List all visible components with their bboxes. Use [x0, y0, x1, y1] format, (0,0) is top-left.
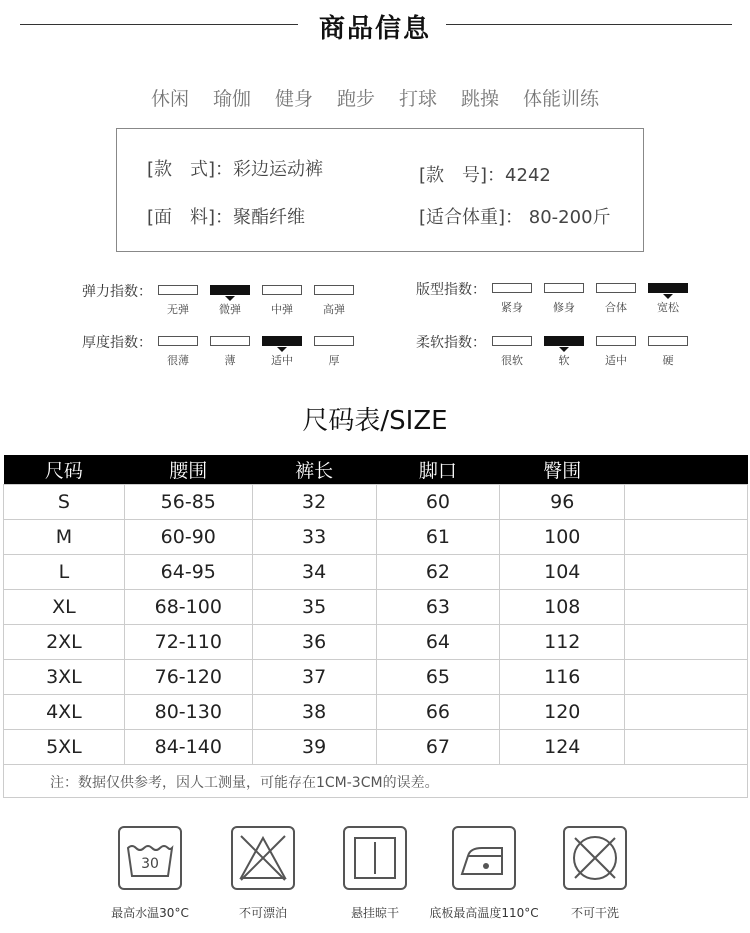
index-option-box	[210, 336, 250, 346]
table-cell: 67	[376, 729, 500, 764]
table-row	[4, 519, 748, 554]
table-cell: 61	[376, 519, 500, 554]
index-option-box	[544, 336, 584, 346]
table-cell: 3XL	[4, 659, 125, 694]
index-option-box	[648, 283, 688, 293]
tag-item: 体能训练	[523, 88, 600, 110]
index-option-box	[596, 336, 636, 346]
product-info-box	[116, 128, 644, 252]
table-cell	[625, 729, 748, 764]
table-cell: 124	[500, 729, 625, 764]
activity-tags	[0, 84, 750, 111]
table-cell: 120	[500, 694, 625, 729]
table-cell: 112	[500, 624, 625, 659]
care-label: 不可干洗	[570, 906, 619, 920]
index-option-box	[262, 336, 302, 346]
wash-temp-text: 30	[141, 856, 159, 872]
index-option-box	[262, 285, 302, 295]
table-cell: 32	[252, 484, 376, 519]
table-cell: 96	[500, 484, 625, 519]
col-header: 脚口	[376, 455, 500, 484]
size-table-title: 尺码表/SIZE	[302, 406, 448, 436]
index-option	[544, 332, 584, 367]
col-header: 尺码	[4, 455, 125, 484]
care-label: 不可漂泊	[238, 906, 287, 920]
index-option	[314, 332, 354, 367]
table-cell: 33	[252, 519, 376, 554]
index-option	[544, 279, 584, 314]
index-option	[158, 332, 198, 367]
index-option	[210, 281, 250, 316]
table-cell: 35	[252, 589, 376, 624]
no-bleach-icon	[231, 826, 295, 890]
table-cell: 104	[500, 554, 625, 589]
table-cell: XL	[4, 589, 125, 624]
table-cell	[625, 694, 748, 729]
index-option-box	[210, 285, 250, 295]
index-option	[262, 332, 302, 367]
table-cell: 64-95	[124, 554, 252, 589]
index-option-box	[596, 283, 636, 293]
col-header: 腰围	[124, 455, 252, 484]
table-cell: 63	[376, 589, 500, 624]
table-cell: 80-130	[124, 694, 252, 729]
index-option-box	[492, 283, 532, 293]
index-option-label: 合体	[605, 301, 627, 314]
size-table	[3, 455, 748, 765]
index-option-label: 无弹	[167, 303, 189, 316]
table-cell: 4XL	[4, 694, 125, 729]
index-option-label: 硬	[662, 354, 674, 367]
table-cell: 5XL	[4, 729, 125, 764]
table-cell: 34	[252, 554, 376, 589]
table-row	[4, 484, 748, 519]
table-cell	[625, 624, 748, 659]
index-option	[596, 279, 636, 314]
tag-item: 健身	[274, 88, 313, 110]
index-option-box	[314, 285, 354, 295]
index-option-label: 适中	[605, 354, 627, 367]
page-title: 商品信息	[318, 14, 431, 44]
tag-item: 休闲	[150, 88, 189, 110]
index-option	[262, 281, 302, 316]
index-label: 厚度指数：	[82, 335, 152, 351]
index-option-label: 薄	[224, 354, 236, 367]
info-code: [款 号]：4242	[419, 165, 551, 186]
index-option-box	[158, 336, 198, 346]
index-option-box	[314, 336, 354, 346]
table-cell	[625, 589, 748, 624]
table-cell: 56-85	[124, 484, 252, 519]
table-cell: 37	[252, 659, 376, 694]
table-cell: 62	[376, 554, 500, 589]
care-label: 最高水温30°C	[111, 906, 189, 920]
index-option	[314, 281, 354, 316]
table-cell: 64	[376, 624, 500, 659]
index-option-box	[492, 336, 532, 346]
section-header	[0, 0, 750, 52]
table-cell: 60	[376, 484, 500, 519]
index-option-label: 很软	[501, 354, 523, 367]
wash-30-icon	[118, 826, 182, 890]
index-option-box	[158, 285, 198, 295]
col-header: 裤长	[252, 455, 376, 484]
table-header-row	[4, 455, 748, 484]
table-cell: 36	[252, 624, 376, 659]
index-option-label: 适中	[271, 354, 293, 367]
index-option-label: 厚	[328, 354, 340, 367]
tag-item: 跑步	[336, 88, 375, 110]
table-cell: 72-110	[124, 624, 252, 659]
index-option	[492, 332, 532, 367]
iron-110-icon	[452, 826, 516, 890]
table-cell: L	[4, 554, 125, 589]
hang-dry-icon	[343, 826, 407, 890]
index-option	[210, 332, 250, 367]
info-fabric: [面 料]：聚酯纤维	[147, 207, 306, 228]
index-option-box	[544, 283, 584, 293]
table-cell: 76-120	[124, 659, 252, 694]
index-option	[596, 332, 636, 367]
no-dry-clean-icon	[563, 826, 627, 890]
table-cell: 68-100	[124, 589, 252, 624]
measurement-note: 注：数据仅供参考，因人工测量，可能存在1CM-3CM的误差。	[3, 764, 748, 798]
info-weight: [适合体重]： 80-200斤	[419, 207, 611, 228]
tag-item: 瑜伽	[212, 88, 251, 110]
index-option-label: 软	[558, 354, 570, 367]
table-cell: 65	[376, 659, 500, 694]
info-style: [款 式]：彩边运动裤	[147, 159, 324, 180]
table-cell	[625, 554, 748, 589]
tag-item: 打球	[399, 88, 438, 110]
table-cell: S	[4, 484, 125, 519]
index-option-label: 中弹	[271, 303, 293, 316]
table-cell	[625, 659, 748, 694]
table-cell: 66	[376, 694, 500, 729]
index-option	[648, 332, 688, 367]
table-cell: 116	[500, 659, 625, 694]
table-row	[4, 589, 748, 624]
index-option-label: 修身	[553, 301, 575, 314]
col-header: 臀围	[500, 455, 625, 484]
index-label: 弹力指数：	[82, 284, 152, 300]
col-header	[625, 455, 748, 484]
table-cell: 84-140	[124, 729, 252, 764]
table-cell: 108	[500, 589, 625, 624]
table-row	[4, 729, 748, 764]
index-option-label: 紧身	[501, 301, 523, 314]
table-cell: M	[4, 519, 125, 554]
index-option-box	[648, 336, 688, 346]
header-line-right	[446, 24, 732, 25]
care-label: 底板最高温度110°C	[429, 906, 539, 920]
table-cell: 38	[252, 694, 376, 729]
table-cell: 100	[500, 519, 625, 554]
index-label: 版型指数：	[416, 282, 486, 298]
table-cell	[625, 519, 748, 554]
index-option-label: 很薄	[167, 354, 189, 367]
index-option-label: 微弹	[219, 303, 241, 316]
index-option	[158, 281, 198, 316]
table-cell: 2XL	[4, 624, 125, 659]
tag-item: 跳操	[461, 88, 500, 110]
index-option	[492, 279, 532, 314]
table-row	[4, 659, 748, 694]
table-cell: 60-90	[124, 519, 252, 554]
index-label: 柔软指数：	[416, 335, 486, 351]
table-row	[4, 624, 748, 659]
index-option-label: 宽松	[657, 301, 679, 314]
table-cell	[625, 484, 748, 519]
table-cell: 39	[252, 729, 376, 764]
care-label: 悬挂晾干	[350, 906, 399, 920]
table-row	[4, 554, 748, 589]
table-row	[4, 694, 748, 729]
index-option	[648, 279, 688, 314]
index-option-label: 高弹	[323, 303, 345, 316]
